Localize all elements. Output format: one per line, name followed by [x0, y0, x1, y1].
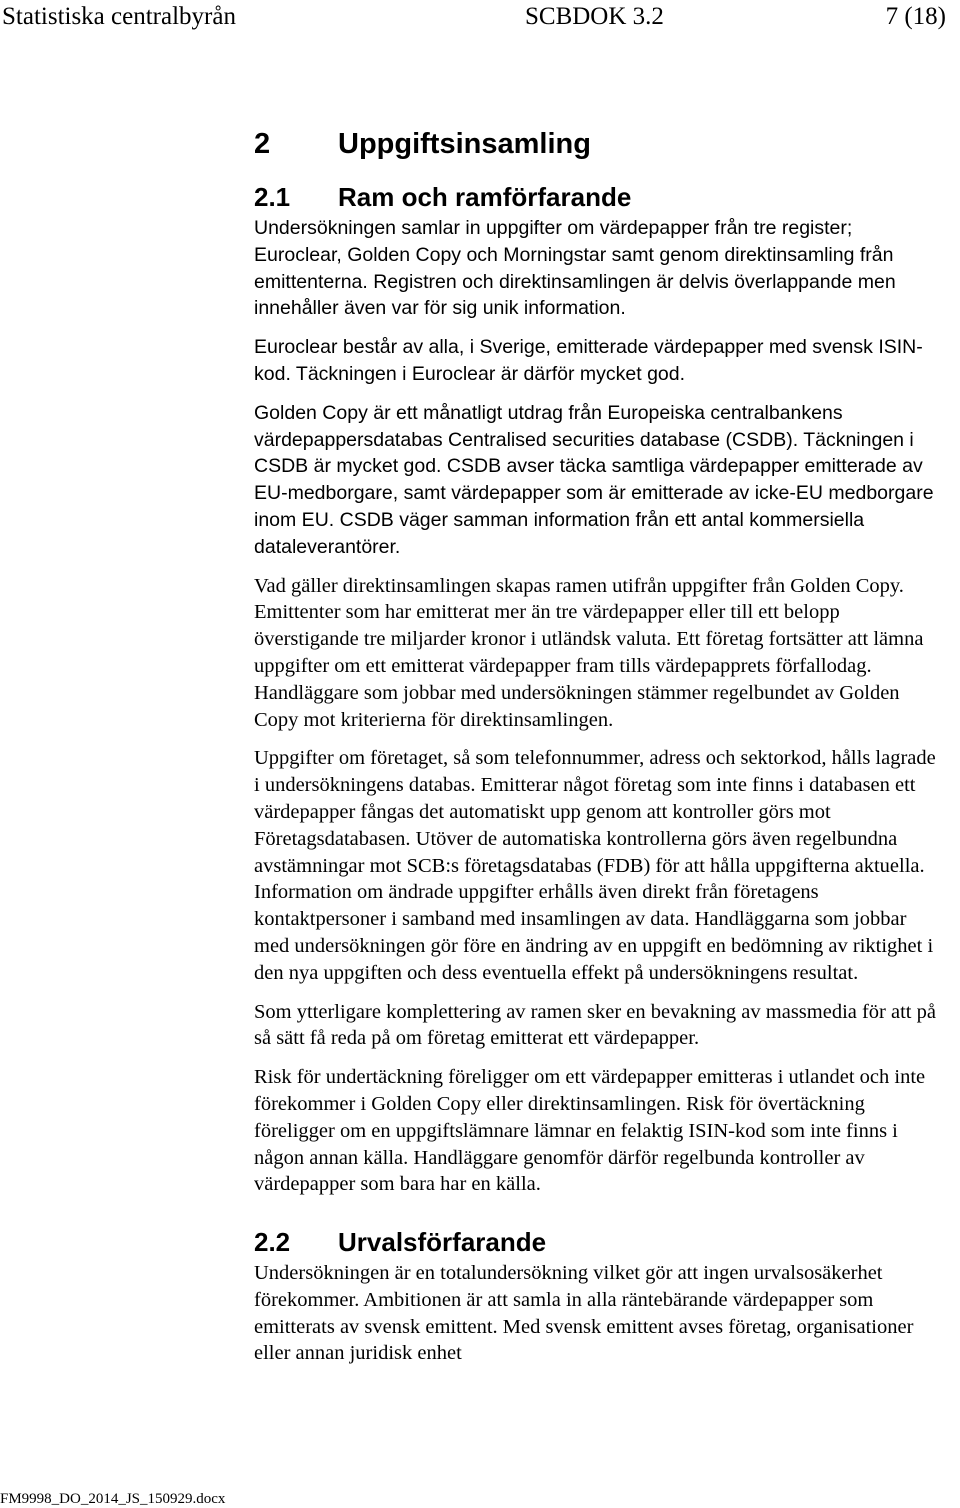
heading-number: 2.2: [254, 1227, 291, 1258]
paragraph: Undersökningen är en totalundersökning vilket gör att ingen urvalsosäkerhet förekommer. Ambitionen är att samla in alla räntebärande värdepapper som emitterats av svensk emittent. Med svensk emittent avses företag, organisationer eller annan juridisk enhet: [254, 1262, 914, 1365]
paragraph: Risk för undertäckning föreligger om ett värdepapper emitteras i utlandet och inte förekommer i Golden Copy eller direktinsamlingen. Risk för övertäckning föreligger om en uppgiftslämnare lämnar en felaktig ISIN-kod som inte finns i någon annan källa. Handläggare genomför därför regelbunda kontroller av värdepapper som bara har en källa.: [254, 1066, 926, 1196]
paragraph: Euroclear består av alla, i Sverige, emitterade värdepapper med svensk ISIN-kod. Täckningen i Euroclear är därför mycket god.: [254, 336, 923, 385]
page-header: [0, 0, 960, 34]
heading-uppgiftsinsamling: [254, 124, 944, 164]
organization-name: Statistiska centralbyrån: [2, 3, 236, 30]
heading-urvalsforfarande: [254, 1224, 944, 1260]
heading-title: Ram och ramförfarande: [338, 182, 632, 212]
paragraph: Som ytterligare komplettering av ramen sker en bevakning av massmedia för att på så sätt få reda på om företag emitterat ett värdepapper.: [254, 1000, 936, 1050]
footer-filename: FM9998_DO_2014_JS_150929.docx: [0, 1491, 226, 1507]
heading-number: 2: [254, 128, 271, 160]
paragraph: Uppgifter om företaget, så som telefonnummer, adress och sektorkod, hålls lagrade i undersökningens databas. Emitterar något företag som inte finns i databasen ett värdepapper fångas det automatiskt upp genom att kontroller görs mot Företagsdatabasen. Utöver de automatiska kontrollerna görs även regelbundna avstämningar mot SCB:s företagsdatabas (FDB) för att hålla uppgifterna aktuella. Information om ändrade uppgifter erhålls även direkt från företagens kontaktpersoner i samband med insamlingen av data. Handläggarna som jobbar med undersökningen gör före en ändring av en uppgift en bedömning av riktighet i den nya uppgiften och dess eventuella effekt på undersökningens resultat.: [254, 747, 936, 984]
document-body: [254, 124, 944, 1379]
heading-ram-och-ramforfarande: [254, 179, 944, 215]
paragraph: Undersökningen samlar in uppgifter om värdepapper från tre register; Euroclear, Golden Copy och Morningstar samt genom direktinsamling från emittenterna. Registren och direktinsamlingen är delvis överlappande men innehåller även var för sig unik information.: [254, 217, 896, 320]
heading-title: Uppgiftsinsamling: [338, 128, 591, 160]
heading-number: 2.1: [254, 182, 291, 212]
paragraph: Golden Copy är ett månatligt utdrag från Europeiska centralbankens värdepappersdatabas Centralised securities database (CSDB). Täckningen i CSDB är mycket god. CSDB avser täcka samtliga värdepapper emitterade av EU-medborgare, samt värdepapper som är emitterade av icke-EU medborgare inom EU. CSDB väger samman information från ett antal kommersiella dataleverantörer.: [254, 401, 934, 558]
heading-title: Urvalsförfarande: [338, 1227, 547, 1258]
document-id: SCBDOK 3.2: [525, 3, 664, 30]
paragraph: Vad gäller direktinsamlingen skapas ramen utifrån uppgifter från Golden Copy. Emittenter som har emitterat mer än tre värdepapper eller till ett belopp överstigande tre miljarder kronor i utländsk valuta. Ett företag fortsätter att lämna uppgifter om ett emitterat värdepapper fram tills värdepapprets förfallodag. Handläggare som jobbar med undersökningen stämmer regelbundet av Golden Copy mot kriterierna för direktinsamlingen.: [254, 574, 924, 731]
page-number: 7 (18): [885, 3, 946, 30]
